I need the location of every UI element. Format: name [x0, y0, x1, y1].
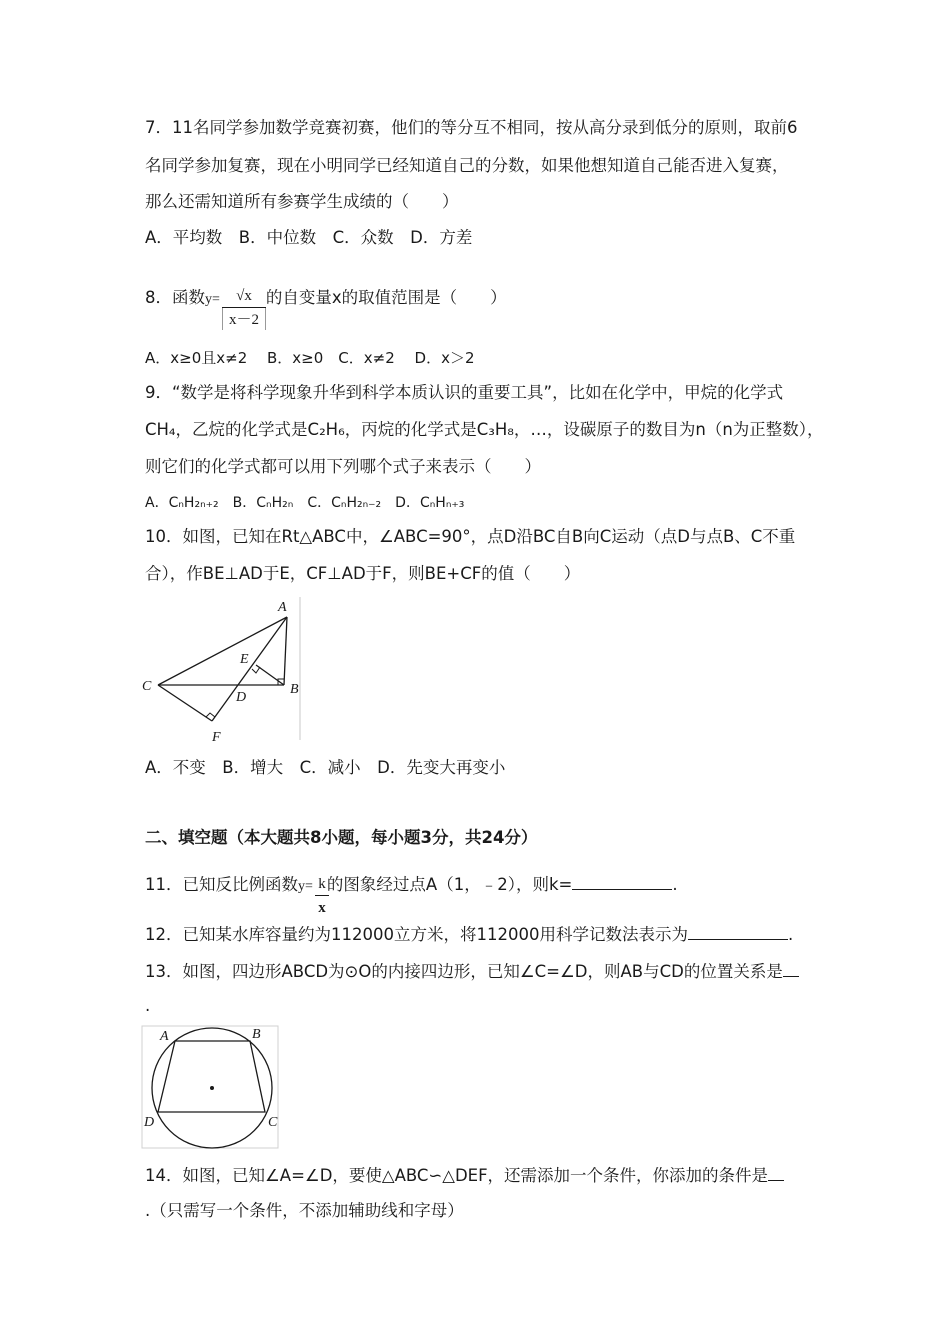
label-b: B	[252, 1027, 261, 1042]
q8-numerator: √x	[222, 285, 266, 308]
q7-line-1: 7．11名同学参加数学竞赛初赛，他们的等分互不相同，按从高分录到低分的原则，取前6	[145, 118, 798, 137]
q11-prefix: 11．已知反比例函数	[145, 875, 298, 894]
label-e: E	[240, 652, 249, 667]
q11-answer-blank[interactable]	[572, 873, 672, 890]
q13-stem	[145, 960, 799, 983]
q8-y-eq: y=	[205, 292, 220, 307]
q11-numerator: k	[315, 873, 329, 896]
q8-denominator: x－2	[222, 308, 266, 330]
q14-line-2: .（只需写一个条件，不添加辅助线和字母）	[145, 1201, 464, 1220]
q14-line-1	[145, 1164, 784, 1187]
center-o	[210, 1086, 214, 1090]
q11-end: .	[672, 875, 678, 894]
label-c: C	[268, 1115, 278, 1130]
q11-suffix: 的图象经过点A（1，﹣2），则k=	[326, 875, 573, 894]
q12-text: 12．已知某水库容量约为112000立方米，将112000用科学记数法表示为	[145, 925, 688, 944]
q11-y-eq: y=	[298, 879, 313, 894]
q7-line-3: 那么还需知道所有参赛学生成绩的（ ）	[145, 192, 459, 211]
q8-stem	[145, 287, 507, 311]
segment-be	[256, 665, 284, 685]
label-d: D	[236, 690, 247, 705]
q9-line-2: CH₄，乙烷的化学式是C₂H₆，丙烷的化学式是C₃H₈，…，设碳原子的数目为n（n为正整数），	[145, 420, 824, 439]
q8-fraction	[222, 285, 266, 333]
q8-suffix: 的自变量x的取值范围是（ ）	[265, 288, 507, 307]
q8-prefix: 8．函数	[145, 288, 205, 307]
q8-options: A．x≥0且x≠2 B．x≥0 C．x≠2 D．x＞2	[145, 349, 475, 367]
segment-cf	[158, 685, 212, 721]
q13-text: 13．如图，四边形ABCD为⊙O的内接四边形，已知∠C=∠D，则AB与CD的位置关系是	[145, 962, 783, 981]
q10-line-1: 10．如图，已知在Rt△ABC中，∠ABC=90°，点D沿BC自B向C运动（点D与点B、C不重	[145, 527, 796, 546]
q13-end: .	[145, 996, 151, 1015]
q9-line-3: 则它们的化学式都可以用下列哪个式子来表示（ ）	[145, 457, 541, 476]
q11-denominator: x	[318, 900, 326, 916]
quadrilateral-abcd	[158, 1041, 265, 1112]
q10-line-2: 合），作BE⊥AD于E，CF⊥AD于F，则BE+CF的值（ ）	[145, 564, 581, 583]
segment-af	[212, 617, 287, 721]
q7-line-2: 名同学参加复赛，现在小明同学已经知道自己的分数，如果他想知道自己能否进入复赛，	[145, 156, 789, 175]
q12-stem	[145, 923, 793, 946]
right-angle-mark-f	[206, 713, 215, 717]
q10-options: A．不变 B．增大 C．减小 D．先变大再变小	[145, 758, 506, 777]
section-2-heading: 二、填空题（本大题共8小题，每小题3分，共24分）	[145, 828, 538, 847]
q10-figure	[140, 595, 310, 750]
q9-options: A．CₙH₂ₙ₊₂ B．CₙH₂ₙ C．CₙH₂ₙ₋₂ D．CₙHₙ₊₃	[145, 495, 465, 511]
segment-ca	[158, 617, 287, 685]
label-b: B	[290, 682, 299, 697]
q12-answer-blank[interactable]	[688, 923, 788, 940]
label-a: A	[160, 1029, 169, 1044]
q12-end: .	[787, 925, 794, 944]
q11-fraction	[315, 873, 329, 919]
q13-figure	[140, 1024, 282, 1152]
label-a: A	[278, 600, 287, 615]
q13-answer-blank[interactable]	[783, 960, 799, 977]
q9-line-1: 9．“数学是将科学现象升华到科学本质认识的重要工具”，比如在化学中，甲烷的化学式	[145, 383, 784, 402]
figure-border	[142, 1026, 278, 1148]
q11-stem	[145, 873, 678, 898]
label-c: C	[142, 679, 152, 694]
label-d: D	[144, 1115, 155, 1130]
label-f: F	[212, 730, 221, 745]
q14-answer-blank[interactable]	[768, 1164, 784, 1181]
segment-ab	[284, 617, 287, 685]
right-angle-mark-e	[252, 667, 260, 673]
q7-options: A．平均数 B．中位数 C．众数 D．方差	[145, 228, 473, 247]
q14-text: 14．如图，已知∠A=∠D，要使△ABC∽△DEF，还需添加一个条件，你添加的条件是	[145, 1166, 769, 1185]
